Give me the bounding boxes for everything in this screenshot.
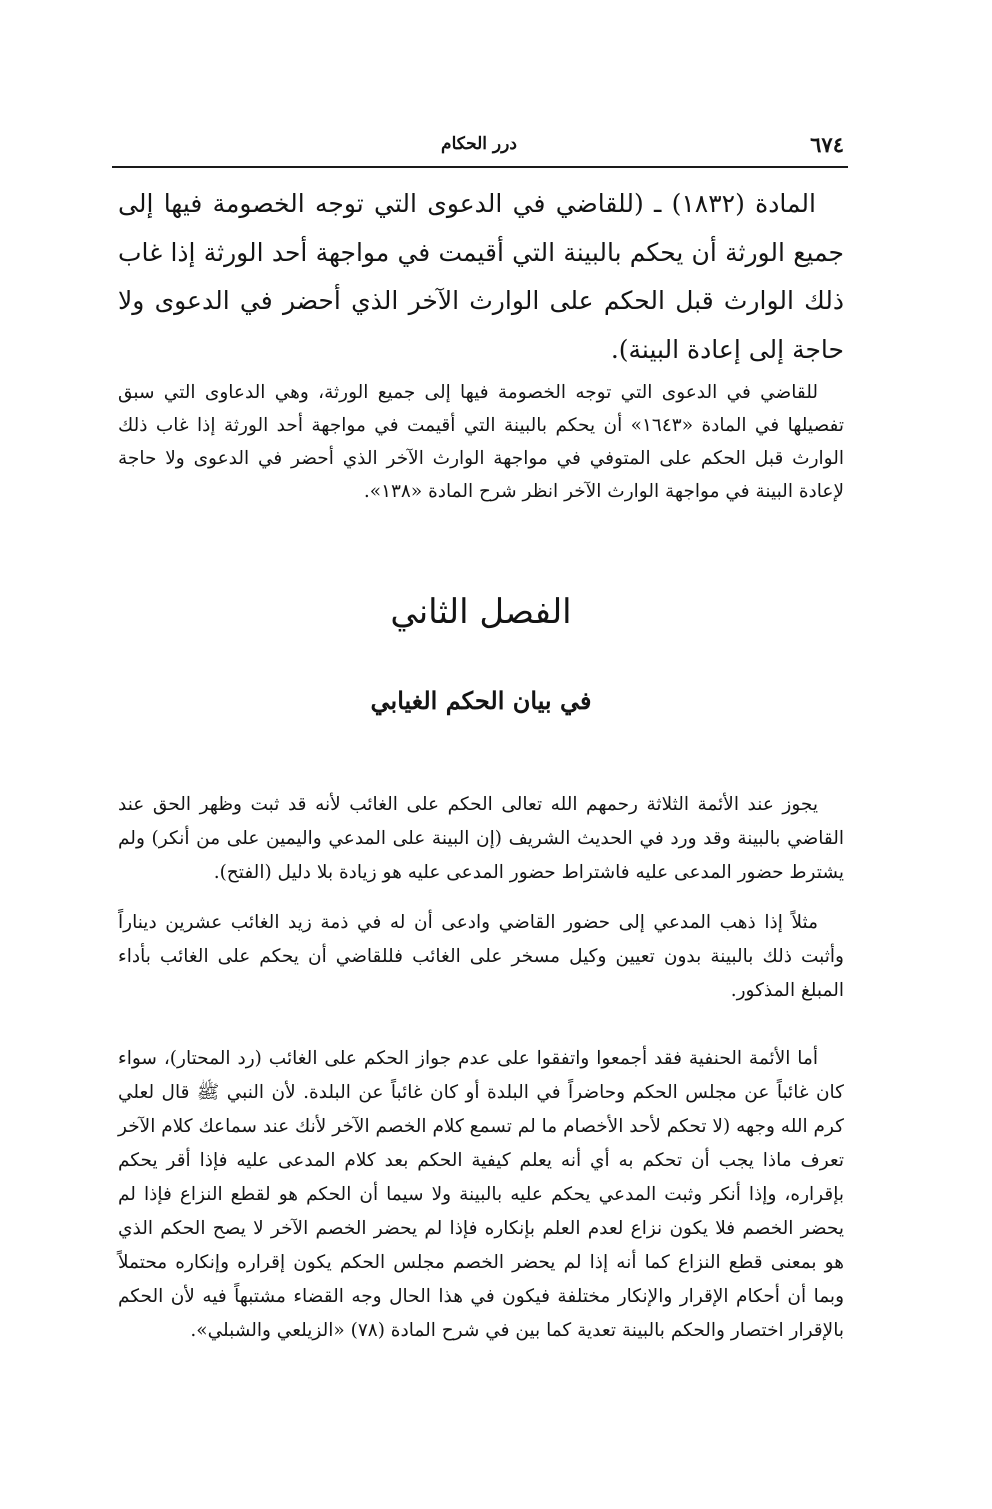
- page-header: [112, 128, 846, 164]
- running-title: درر الحكام: [441, 134, 517, 154]
- body-paragraph: يجوز عند الأئمة الثلاثة رحمهم الله تعالى الحكم على الغائب لأنه قد ثبت وظهر الحق عند القاضي بالبينة وقد ورد في الحديث الشريف (إن البينة على المدعي واليمين على من أنكر) ولم يشترط حضور المدعى عليه فاشتراط حضور المدعى عليه هو زيادة بلا دليل (الفتح).: [118, 794, 844, 883]
- body-paragraph: أما الأئمة الحنفية فقد أجمعوا واتفقوا على عدم جواز الحكم على الغائب (رد المحتار)، سواء كان غائباً عن مجلس الحكم وحاضراً في البلدة أو كان غائباً عن البلدة. لأن النبي ﷺ قال لعلي كرم الله وجهه (لا تحكم لأحد الأخصام ما لم تسمع كلام الخصم الآخر لأنك عند سماعك كلام الآخر تعرف ماذا يجب أن تحكم به أي أنه يعلم كيفية الحكم بعد كلام المدعى عليه فإذا أقر يحكم بإقراره، وإذا أنكر وثبت المدعي يحكم عليه بالبينة ولا سيما أن الحكم هو لقطع النزاع فإذا لم يحضر الخصم فلا يكون نزاع لعدم العلم بإنكاره فإذا لم يحضر الخصم الآخر لا يصح الحكم الذي هو بمعنى قطع النزاع كما أنه إذا لم يحضر الخصم مجلس الحكم يكون إقراره وإنكاره محتملاً وبما أن أحكام الإقرار والإنكار مختلفة فيكون في هذا الحال وجه القضاء مشتبهاً فيه لأن الحكم بالإقرار اختصار والحكم بالبينة تعدية كما بين في شرح المادة (٧٨) «الزيلعي والشبلي».: [118, 1048, 844, 1341]
- section-subtitle: في بيان الحكم الغيابي: [370, 686, 592, 715]
- section-title: الفصل الثاني: [390, 592, 572, 632]
- page-number: ٦٧٤: [810, 132, 844, 157]
- header-rule: [112, 166, 848, 168]
- article-text: المادة (١٨٣٢) ـ (للقاضي في الدعوى التي توجه الخصومة فيها إلى جميع الورثة أن يحكم بالبينة التي أقيمت في مواجهة أحد الورثة إذا غاب ذلك الوارث قبل الحكم على الوارث الآخر الذي أحضر في الدعوى ولا حاجة إلى إعادة البينة).: [118, 189, 844, 364]
- body-paragraph: مثلاً إذا ذهب المدعي إلى حضور القاضي وادعى أن له في ذمة زيد الغائب عشرين ديناراً وأثبت ذلك بالبينة بدون تعيين وكيل مسخر على الغائب فللقاضي أن يحكم على الغائب بأداء المبلغ المذكور.: [118, 912, 844, 1001]
- commentary-text: للقاضي في الدعوى التي توجه الخصومة فيها إلى جميع الورثة، وهي الدعاوى التي سبق تفصيلها في المادة «١٦٤٣» أن يحكم بالبينة التي أقيمت في مواجهة أحد الورثة إذا غاب ذلك الوارث قبل الحكم على المتوفي في مواجهة الوارث الآخر الذي أحضر في الدعوى ولا حاجة لإعادة البينة في مواجهة الوارث الآخر انظر شرح المادة «١٣٨».: [118, 382, 844, 502]
